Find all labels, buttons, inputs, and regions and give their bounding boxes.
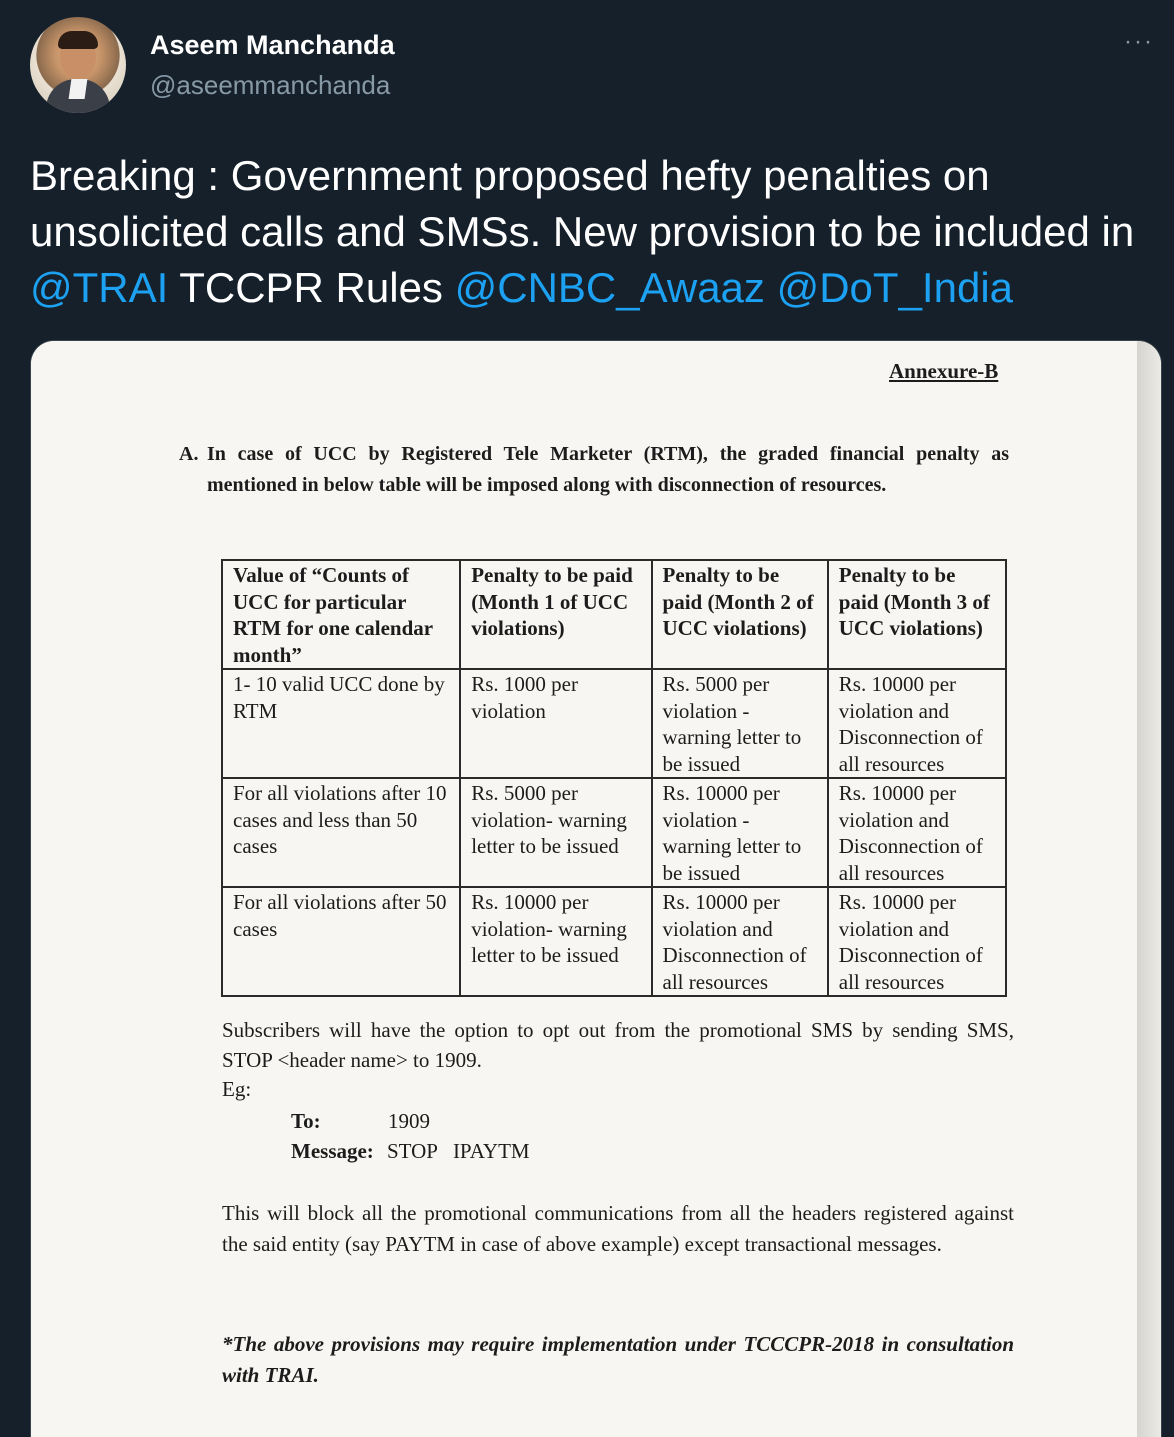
mention-link-cnbc-awaaz[interactable]: @CNBC_Awaaz [454,264,765,311]
mention-link-trai[interactable]: @TRAI [30,264,169,311]
table-header-cell: Penalty to be paid (Month 3 of UCC violations) [828,560,1006,669]
avatar-hair [58,31,98,49]
table-cell: Rs. 5000 per violation - warning letter to be issued [652,669,828,778]
tweet-text [30,148,1150,316]
table-cell: Rs. 10000 per violation and Disconnection of all resources [828,778,1006,887]
table-cell: Rs. 10000 per violation and Disconnection of all resources [828,669,1006,778]
example-label: Eg: [222,1077,252,1101]
table-cell: Rs. 5000 per violation- warning letter to be issued [460,778,651,887]
message-label: Message: [291,1139,374,1163]
mention-link-dot-india[interactable]: @DoT_India [776,264,1014,311]
tweet-text-part [765,264,777,311]
tweet-text-part: Breaking : Government proposed hefty penalties on unsolicited calls and SMSs. New provision to be included in [30,152,1135,255]
avatar[interactable] [30,17,126,113]
table-header-cell: Penalty to be paid (Month 1 of UCC violations) [460,560,651,669]
table-cell: For all violations after 10 cases and less than 50 cases [222,778,460,887]
user-name[interactable]: Aseem Manchanda [150,30,395,60]
document-page [31,341,1141,1437]
message-value: STOP IPAYTM [387,1139,530,1163]
opt-out-paragraph: Subscribers will have the option to opt out from the promotional SMS by sending SMS, STOP <header name> to 1909. [222,1018,1014,1072]
more-options-icon[interactable]: ··· [1124,28,1154,55]
table-row [222,887,1006,996]
annexure-title: Annexure-B [889,359,999,383]
table-header-row [222,560,1006,669]
table-cell: 1- 10 valid UCC done by RTM [222,669,460,778]
to-value: 1909 [388,1109,430,1133]
section-a-label: A. [179,443,199,465]
note-paragraph: *The above provisions may require implementation under TCCCPR-2018 in consultation with TRAI. [222,1332,1014,1387]
table-cell: For all violations after 50 cases [222,887,460,996]
tweet-header [0,0,1174,130]
table-cell: Rs. 1000 per violation [460,669,651,778]
page-edge [1137,341,1161,1437]
penalty-table [221,559,1007,997]
tweet-text-part: TCCPR Rules [168,264,455,311]
table-cell: Rs. 10000 per violation and Disconnection of all resources [828,887,1006,996]
table-row [222,778,1006,887]
table-cell: Rs. 10000 per violation- warning letter to be issued [460,887,651,996]
table-cell: Rs. 10000 per violation - warning letter to be issued [652,778,828,887]
tweet-media-image[interactable] [30,340,1162,1437]
to-label: To: [291,1109,321,1133]
section-a [179,439,1009,501]
section-a-text: In case of UCC by Registered Tele Marketer (RTM), the graded financial penalty as mentioned in below table will be imposed along with disconnection of resources. [207,443,1009,496]
user-handle[interactable]: @aseemmanchanda [150,70,391,100]
table-header-cell: Penalty to be paid (Month 2 of UCC violations) [652,560,828,669]
table-row [222,669,1006,778]
block-paragraph: This will block all the promotional communications from all the headers registered against the said entity (say PAYTM in case of above example) except transactional messages. [222,1201,1014,1256]
table-cell: Rs. 10000 per violation and Disconnection of all resources [652,887,828,996]
avatar-collar [69,79,88,99]
table-header-cell: Value of “Counts of UCC for particular RTM for one calendar month” [222,560,460,669]
